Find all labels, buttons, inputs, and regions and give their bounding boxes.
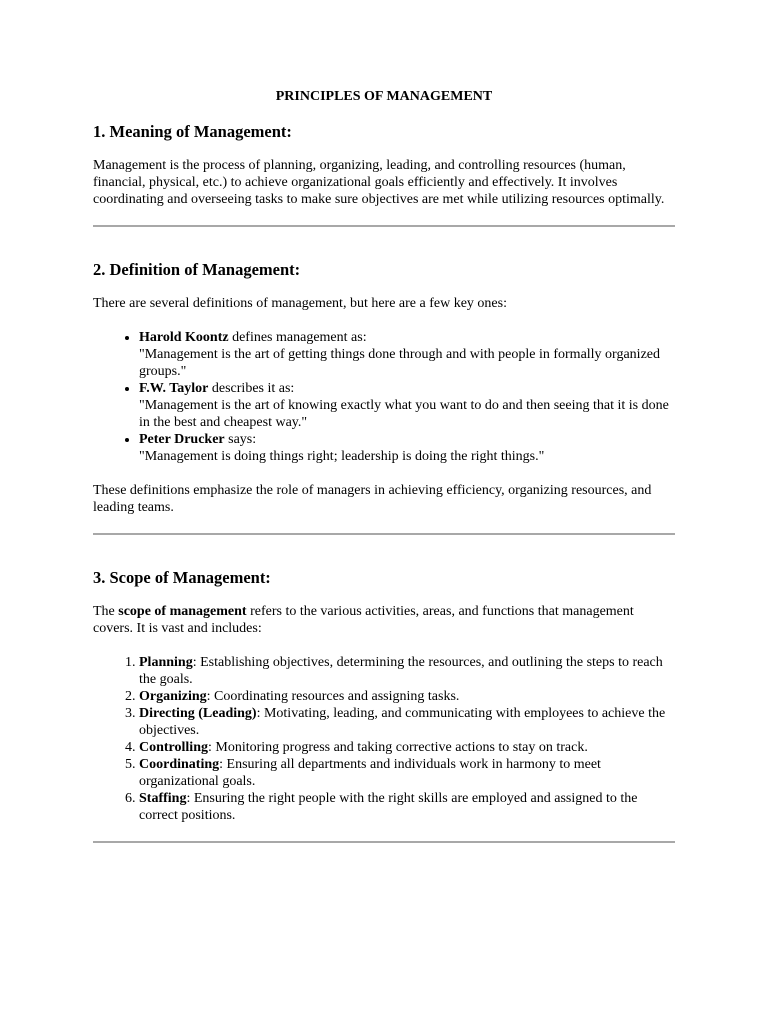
scope-desc: : Ensuring all departments and individuals work in harmony to meet organizational goals. — [139, 757, 601, 789]
section-heading-scope: 3. Scope of Management: — [93, 568, 271, 587]
scope-desc: : Motivating, leading, and communicating with employees to achieve the objectives. — [139, 706, 666, 738]
scope-desc: : Monitoring progress and taking corrective actions to stay on track. — [207, 740, 588, 755]
scope-term: Controlling — [139, 740, 208, 755]
list-item — [139, 329, 675, 380]
scope-term: Directing (Leading) — [139, 706, 257, 721]
section-divider — [93, 225, 675, 227]
scope-desc: : Coordinating resources and assigning tasks. — [206, 689, 460, 704]
definition-quote: "Management is the art of getting things done through and with people in formally organized groups." — [139, 347, 661, 379]
scope-desc: : Ensuring the right people with the right skills are employed and assigned to the correct positions. — [139, 791, 638, 823]
scope-term: Coordinating — [139, 757, 220, 772]
scope-intro-suffix: refers to the various activities, areas, and functions that management covers. It is vast and includes: — [93, 604, 634, 636]
scope-intro — [93, 603, 675, 637]
list-item — [139, 688, 675, 705]
list-item — [139, 380, 675, 431]
scope-term: Organizing — [139, 689, 207, 704]
definition-verb: describes it as: — [208, 381, 295, 396]
definition-author: Harold Koontz — [139, 330, 229, 345]
section-divider — [93, 841, 675, 843]
definition-conclusion: These definitions emphasize the role of managers in achieving efficiency, organizing resources, and leading teams. — [93, 483, 652, 515]
section-divider — [93, 533, 675, 535]
list-item — [139, 756, 675, 790]
definition-author: Peter Drucker — [139, 432, 225, 447]
list-item — [139, 705, 675, 739]
list-item — [139, 790, 675, 824]
section-heading-definition: 2. Definition of Management: — [93, 260, 301, 279]
list-item — [139, 739, 675, 756]
definition-quote: "Management is doing things right; leadership is doing the right things." — [139, 449, 545, 464]
definition-quote: "Management is the art of knowing exactly what you want to do and then seeing that it is done in the best and cheapest way." — [139, 398, 669, 430]
list-item — [139, 431, 675, 465]
scope-desc: : Establishing objectives, determining the resources, and outlining the steps to reach the goals. — [139, 655, 663, 687]
definition-author: F.W. Taylor — [139, 381, 209, 396]
scope-list — [93, 654, 675, 824]
definitions-list — [93, 329, 675, 465]
scope-term: Planning — [139, 655, 193, 670]
meaning-paragraph: Management is the process of planning, organizing, leading, and controlling resources (human, financial, physical, etc.) to achieve organizational goals efficiently and effectively. It involves coordinating and overseeing tasks to make sure objectives are met while utilizing resources optimally. — [93, 158, 665, 207]
document-page — [93, 88, 675, 876]
scope-intro-prefix: The — [93, 604, 119, 619]
list-item — [139, 654, 675, 688]
scope-intro-bold: scope of management — [118, 604, 247, 619]
definition-verb: defines management as: — [228, 330, 367, 345]
section-heading-meaning: 1. Meaning of Management: — [93, 122, 292, 141]
definition-verb: says: — [224, 432, 257, 447]
scope-term: Staffing — [139, 791, 187, 806]
definition-intro: There are several definitions of management, but here are a few key ones: — [93, 296, 507, 311]
document-title: PRINCIPLES OF MANAGEMENT — [275, 89, 493, 104]
